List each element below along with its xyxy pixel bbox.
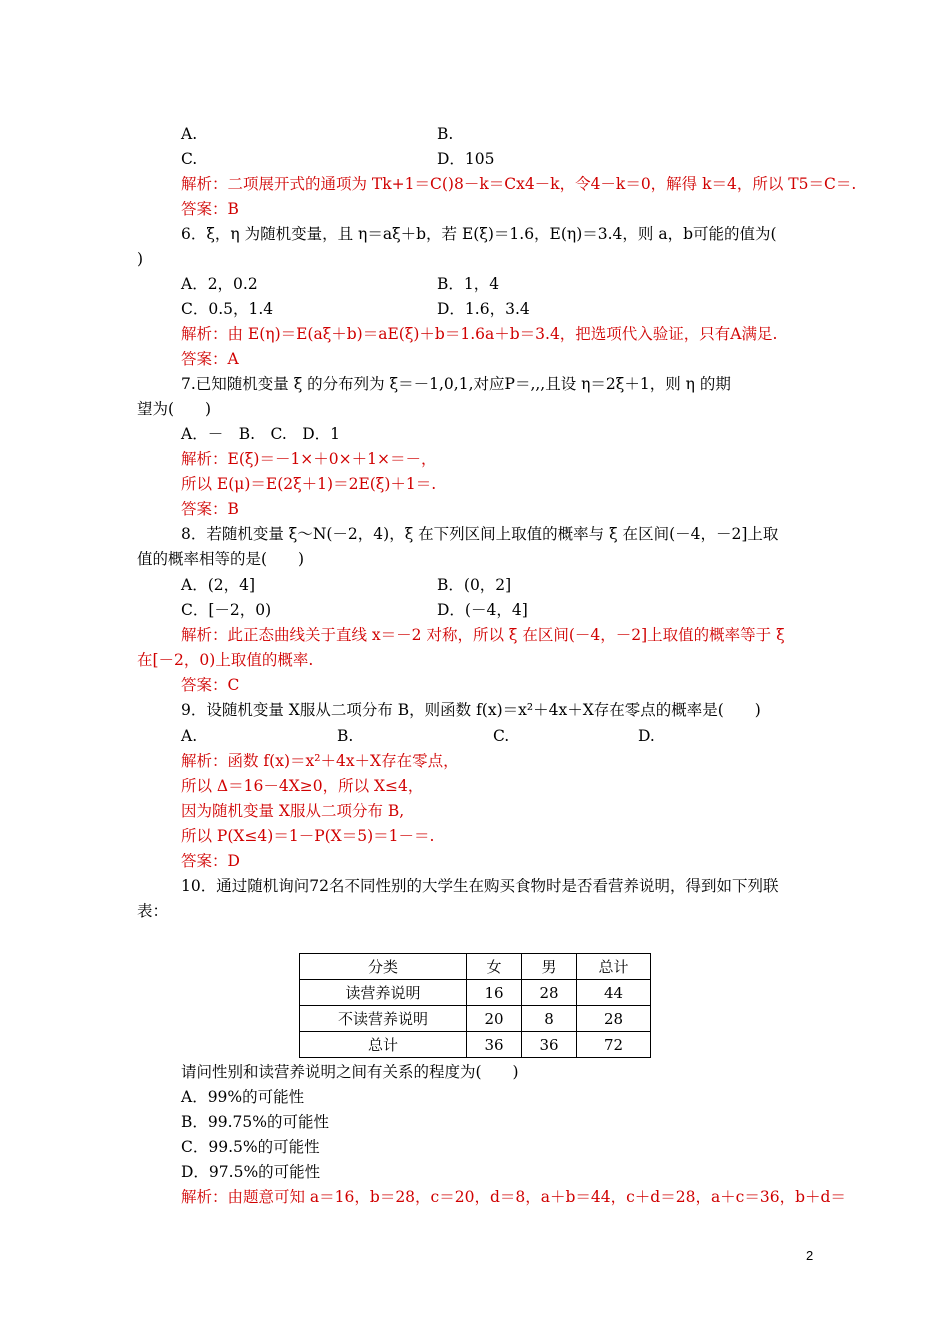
- table-cell: 44: [577, 980, 651, 1006]
- table-header-row: [300, 954, 651, 980]
- page-number: 2: [806, 1248, 814, 1263]
- table-cell: 8: [522, 1006, 577, 1032]
- q7-solution-line1: 解析：E(ξ)＝－1×＋0×＋1×＝－，: [181, 450, 437, 468]
- q7-solution-line2: 所以 E(μ)＝E(2ξ＋1)＝2E(ξ)＋1＝.: [181, 475, 437, 493]
- q6-option-c: C．0.5，1.4: [181, 300, 274, 318]
- table-cell: 不读营养说明: [300, 1006, 467, 1032]
- q5-answer: 答案：B: [181, 200, 239, 218]
- q7-stem-line2: 望为( ): [137, 400, 212, 418]
- q9-solution-line4: 所以 P(X≤4)＝1－P(X＝5)＝1－＝.: [181, 827, 435, 845]
- q9-solution-line1: 解析：函数 f(x)＝x²＋4x＋X存在零点，: [181, 752, 459, 770]
- q8-option-d: D．(－4，4]: [437, 601, 528, 619]
- q8-option-b: B．(0，2]: [437, 576, 512, 594]
- table-row: [300, 1032, 651, 1058]
- q10-option-a: A．99%的可能性: [181, 1088, 305, 1106]
- table-cell: 28: [577, 1006, 651, 1032]
- q5-option-d: D．105: [437, 150, 495, 168]
- table-cell: 72: [577, 1032, 651, 1058]
- q9-option-d: D.: [638, 727, 655, 745]
- q9-option-c: C.: [493, 727, 510, 745]
- table-header-cell: 女: [467, 954, 522, 980]
- q5-option-a: A.: [181, 125, 198, 143]
- q6-answer: 答案：A: [181, 350, 239, 368]
- table-header-cell: 总计: [577, 954, 651, 980]
- q8-stem-line1: 8．若随机变量 ξ～N(－2，4)，ξ 在下列区间上取值的概率与 ξ 在区间(－4，－2]上取: [181, 525, 779, 543]
- table-cell: 读营养说明: [300, 980, 467, 1006]
- q9-solution-line2: 所以 Δ＝16－4X≥0，所以 X≤4，: [181, 777, 424, 795]
- q8-solution-line1: 解析：此正态曲线关于直线 x＝－2 对称，所以 ξ 在区间(－4，－2]上取值的概率等于 ξ: [181, 626, 785, 644]
- q8-stem-line2: 值的概率相等的是( ): [137, 550, 305, 568]
- q6-stem-line2: ): [137, 250, 144, 268]
- table-cell: 36: [522, 1032, 577, 1058]
- q10-question: 请问性别和读营养说明之间有关系的程度为( ): [181, 1063, 519, 1081]
- table-header-cell: 分类: [300, 954, 467, 980]
- table-cell: 总计: [300, 1032, 467, 1058]
- q7-stem-line1: 7.已知随机变量 ξ 的分布列为 ξ＝－1,0,1,对应P＝,,,且设 η＝2ξ＋1，则 η 的期: [181, 375, 731, 393]
- q9-option-a: A.: [181, 727, 198, 745]
- table-header-cell: 男: [522, 954, 577, 980]
- table-cell: 20: [467, 1006, 522, 1032]
- q8-option-a: A．(2，4]: [181, 576, 256, 594]
- q9-solution-line3: 因为随机变量 X服从二项分布 B,: [181, 802, 405, 820]
- q6-solution: 解析：由 E(η)＝E(aξ＋b)＝aE(ξ)＋b＝1.6a＋b＝3.4，把选项代入验证，只有A满足.: [181, 325, 778, 343]
- q8-answer: 答案：C: [181, 676, 240, 694]
- q6-option-a: A．2，0.2: [181, 275, 258, 293]
- q10-option-c: C．99.5%的可能性: [181, 1138, 320, 1156]
- contingency-table: [299, 953, 651, 1058]
- q5-option-c: C.: [181, 150, 198, 168]
- q5-solution: 解析：二项展开式的通项为 Tk+1＝C()8－k＝Cx4－k，令4－k＝0，解得 k＝4，所以 T5＝C＝.: [181, 175, 857, 193]
- q5-option-b: B.: [437, 125, 454, 143]
- q8-option-c: C．[－2，0): [181, 601, 272, 619]
- q10-option-b: B．99.75%的可能性: [181, 1113, 329, 1131]
- q8-solution-line2: 在[－2，0)上取值的概率.: [137, 651, 314, 669]
- table-row: [300, 1006, 651, 1032]
- table-row: [300, 980, 651, 1006]
- table-cell: 28: [522, 980, 577, 1006]
- q6-option-b: B．1，4: [437, 275, 500, 293]
- table-cell: 36: [467, 1032, 522, 1058]
- q6-stem-line1: 6．ξ，η 为随机变量，且 η＝aξ＋b，若 E(ξ)＝1.6，E(η)＝3.4，则 a，b可能的值为(: [181, 225, 777, 243]
- q7-options: A．－ B. C. D．1: [181, 425, 341, 443]
- q6-option-d: D．1.6，3.4: [437, 300, 530, 318]
- q7-answer: 答案：B: [181, 500, 239, 518]
- q9-stem: 9．设随机变量 X服从二项分布 B，则函数 f(x)＝x²＋4x＋X存在零点的概率是( ): [181, 701, 761, 719]
- q10-stem-line2: 表：: [137, 902, 169, 920]
- q10-solution-line1: 解析：由题意可知 a＝16，b＝28，c＝20，d＝8，a＋b＝44，c＋d＝28，a＋c＝36，b＋d＝: [181, 1188, 846, 1206]
- q9-answer: 答案：D: [181, 852, 240, 870]
- q10-option-d: D．97.5%的可能性: [181, 1163, 321, 1181]
- table-cell: 16: [467, 980, 522, 1006]
- q9-option-b: B.: [337, 727, 354, 745]
- q10-stem-line1: 10．通过随机询问72名不同性别的大学生在购买食物时是否看营养说明，得到如下列联: [181, 877, 779, 895]
